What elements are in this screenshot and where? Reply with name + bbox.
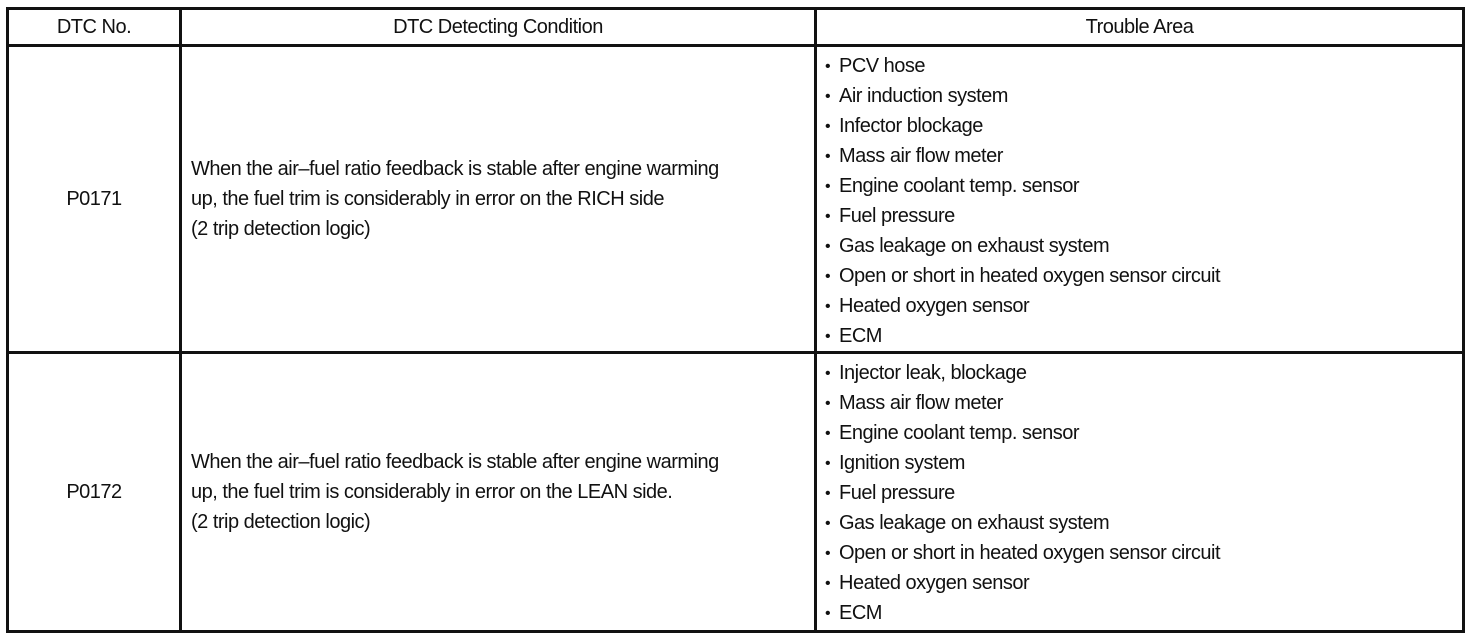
- bullet-icon: •: [825, 208, 831, 225]
- trouble-area-text: Mass air flow meter: [839, 145, 1003, 167]
- trouble-area-text: Open or short in heated oxygen sensor circuit: [839, 265, 1221, 287]
- dtc-code: P0171: [8, 46, 181, 353]
- header-trouble-area: Trouble Area: [816, 9, 1464, 46]
- list-item: [825, 508, 1462, 538]
- trouble-area-text: Air induction system: [839, 85, 1008, 107]
- condition-line: When the air–fuel ratio feedback is stable after engine warming: [191, 158, 719, 180]
- bullet-icon: •: [825, 515, 831, 532]
- bullet-icon: •: [825, 545, 831, 562]
- detecting-condition: [181, 46, 816, 353]
- trouble-area-text: Infector blockage: [839, 115, 983, 137]
- list-item: [825, 568, 1462, 598]
- list-item: [825, 111, 1462, 141]
- header-detecting-condition: DTC Detecting Condition: [181, 9, 816, 46]
- list-item: [825, 388, 1462, 418]
- trouble-area-cell: [816, 353, 1464, 632]
- bullet-icon: •: [825, 485, 831, 502]
- trouble-area-text: Fuel pressure: [839, 205, 955, 227]
- bullet-icon: •: [825, 88, 831, 105]
- dtc-code: P0172: [8, 353, 181, 632]
- bullet-icon: •: [825, 298, 831, 315]
- condition-line: When the air–fuel ratio feedback is stable after engine warming: [191, 451, 719, 473]
- list-item: [825, 141, 1462, 171]
- trouble-area-list: [825, 51, 1462, 351]
- dtc-table: [6, 7, 1465, 633]
- trouble-area-text: Mass air flow meter: [839, 392, 1003, 414]
- list-item: [825, 358, 1462, 388]
- trouble-area-text: ECM: [839, 602, 882, 624]
- trouble-area-list: [825, 358, 1462, 628]
- bullet-icon: •: [825, 118, 831, 135]
- bullet-icon: •: [825, 178, 831, 195]
- bullet-icon: •: [825, 365, 831, 382]
- list-item: [825, 261, 1462, 291]
- trouble-area-text: Fuel pressure: [839, 482, 955, 504]
- bullet-icon: •: [825, 238, 831, 255]
- list-item: [825, 231, 1462, 261]
- list-item: [825, 51, 1462, 81]
- trouble-area-text: Open or short in heated oxygen sensor circuit: [839, 542, 1221, 564]
- trouble-area-text: Gas leakage on exhaust system: [839, 512, 1110, 534]
- trouble-area-text: Injector leak, blockage: [839, 362, 1027, 384]
- trouble-area-text: Engine coolant temp. sensor: [839, 175, 1079, 197]
- trouble-area-text: Engine coolant temp. sensor: [839, 422, 1079, 444]
- condition-line: up, the fuel trim is considerably in error on the RICH side: [191, 188, 664, 210]
- list-item: [825, 418, 1462, 448]
- bullet-icon: •: [825, 395, 831, 412]
- bullet-icon: •: [825, 455, 831, 472]
- list-item: [825, 291, 1462, 321]
- list-item: [825, 478, 1462, 508]
- list-item: [825, 171, 1462, 201]
- detecting-condition: [181, 353, 816, 632]
- trouble-area-text: PCV hose: [839, 55, 926, 77]
- table-header-row: [8, 9, 1464, 46]
- list-item: [825, 201, 1462, 231]
- list-item: [825, 598, 1462, 628]
- bullet-icon: •: [825, 575, 831, 592]
- table-row: [8, 353, 1464, 632]
- trouble-area-text: Ignition system: [839, 452, 965, 474]
- bullet-icon: •: [825, 425, 831, 442]
- bullet-icon: •: [825, 605, 831, 622]
- list-item: [825, 321, 1462, 351]
- condition-line: (2 trip detection logic): [191, 218, 371, 240]
- bullet-icon: •: [825, 58, 831, 75]
- trouble-area-text: Heated oxygen sensor: [839, 572, 1030, 594]
- condition-line: up, the fuel trim is considerably in error on the LEAN side.: [191, 481, 673, 503]
- list-item: [825, 81, 1462, 111]
- trouble-area-cell: [816, 46, 1464, 353]
- list-item: [825, 448, 1462, 478]
- bullet-icon: •: [825, 328, 831, 345]
- trouble-area-text: Gas leakage on exhaust system: [839, 235, 1110, 257]
- bullet-icon: •: [825, 148, 831, 165]
- list-item: [825, 538, 1462, 568]
- bullet-icon: •: [825, 268, 831, 285]
- header-dtc-no: DTC No.: [8, 9, 181, 46]
- trouble-area-text: Heated oxygen sensor: [839, 295, 1030, 317]
- condition-line: (2 trip detection logic): [191, 511, 371, 533]
- table-row: [8, 46, 1464, 353]
- trouble-area-text: ECM: [839, 325, 882, 347]
